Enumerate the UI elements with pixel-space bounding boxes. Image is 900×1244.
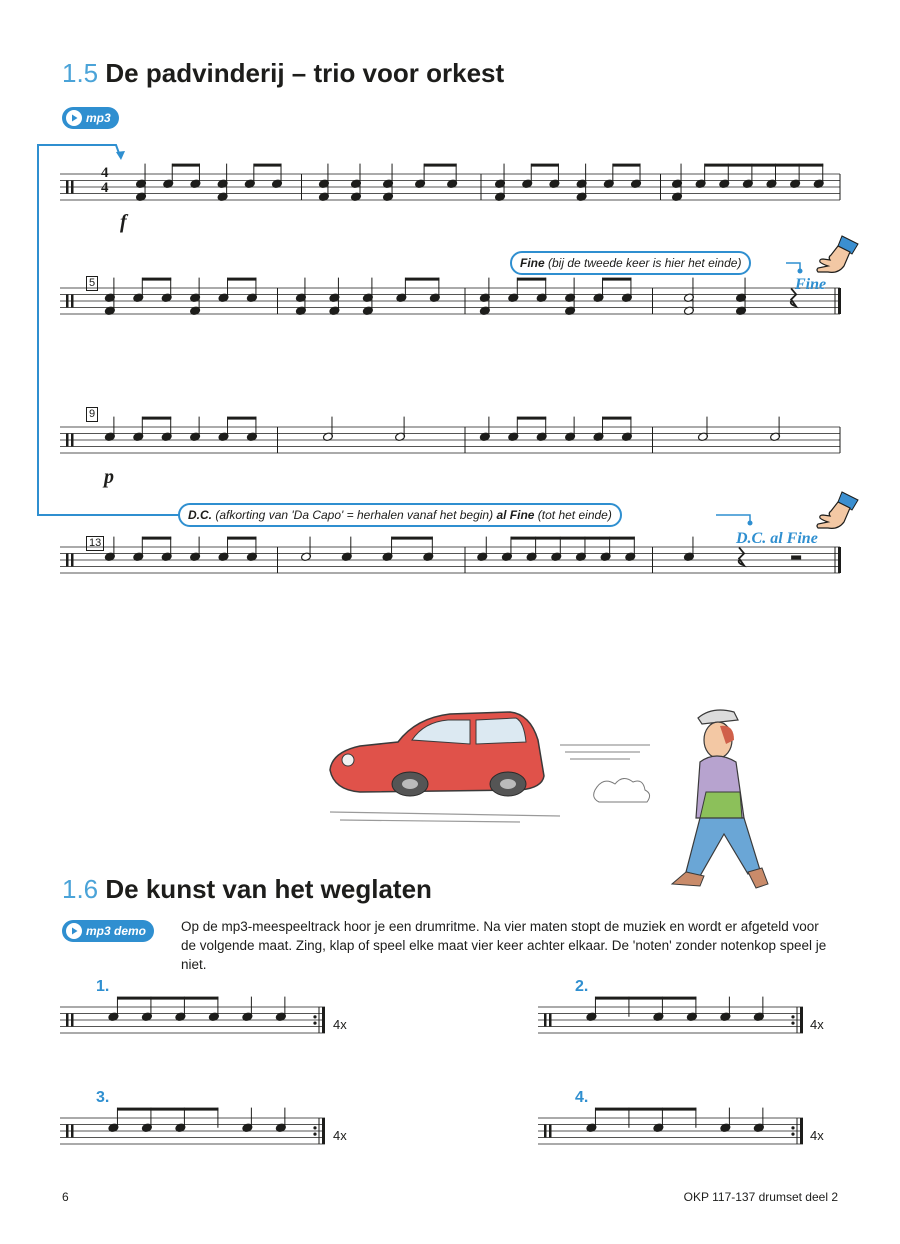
- percussion-clef: [71, 1125, 74, 1138]
- car-illustration: [320, 700, 780, 900]
- repeat-count-4: 4x: [810, 1128, 824, 1143]
- dynamic-forte: f: [120, 211, 127, 233]
- percussion-clef: [549, 1014, 552, 1027]
- pointing-hand-icon: [814, 488, 864, 534]
- exercise-label-1: 1.: [96, 978, 110, 995]
- exercise-staff-4: [538, 1106, 818, 1156]
- section-title-text: De kunst van het weglaten: [105, 874, 432, 904]
- repeat-dot: [313, 1015, 316, 1018]
- dc-callout-pointer: [0, 0, 900, 560]
- dynamic-piano: p: [104, 466, 114, 488]
- percussion-clef: [544, 1014, 547, 1027]
- exercise-staff-1: [60, 995, 340, 1045]
- repeat-dot: [791, 1015, 794, 1018]
- repeat-dot: [313, 1133, 316, 1136]
- walking-boy-illustration: [672, 710, 768, 888]
- section-title-1-6: [62, 874, 432, 905]
- mp3-demo-badge[interactable]: [62, 920, 154, 942]
- repeat-dot: [791, 1126, 794, 1129]
- exercise-staff-3: [60, 1106, 340, 1156]
- repeat-barline: [800, 1118, 803, 1144]
- measure-number-5: 5: [86, 276, 98, 291]
- instruction-text: Op de mp3-meespeeltrack hoor je een drumritme. Na vier maten stopt de muziek en wordt er afgeteld voor de volgende maat. Zing, klap of speel elke maat vier keer achter elkaar. De 'noten' zonder notenkop speel je niet.: [181, 919, 827, 972]
- section-number: 1.5: [62, 58, 99, 88]
- percussion-clef: [544, 1125, 547, 1138]
- exercise-label-3: 3.: [96, 1089, 110, 1106]
- section-number: 1.6: [62, 874, 99, 904]
- note-beam: [595, 997, 696, 1000]
- percussion-clef: [66, 1014, 69, 1027]
- percussion-clef: [66, 1125, 69, 1138]
- mp3-demo-badge-label: mp3 demo: [86, 924, 147, 938]
- dc-callout: D.C. (afkorting van 'Da Capo' = herhalen vanaf het begin) al Fine (tot het einde): [178, 503, 622, 527]
- play-icon: [66, 923, 82, 939]
- section-title-text: De padvinderij – trio voor orkest: [105, 58, 505, 88]
- note-beam: [595, 1108, 696, 1111]
- exercise-label-4: 4.: [575, 1089, 589, 1106]
- repeat-barline: [800, 1007, 803, 1033]
- measure-number-13: 13: [86, 536, 104, 551]
- footer-reference: OKP 117-137 drumset deel 2: [683, 1190, 838, 1204]
- repeat-dot: [313, 1022, 316, 1025]
- dc-al-fine-marking: D.C. al Fine: [736, 530, 818, 547]
- note-beam: [117, 997, 218, 1000]
- percussion-clef: [549, 1125, 552, 1138]
- mp3-badge-label: mp3: [86, 111, 111, 125]
- repeat-dot: [791, 1022, 794, 1025]
- repeat-barline: [322, 1118, 325, 1144]
- note-beam: [117, 1108, 218, 1111]
- repeat-count-2: 4x: [810, 1017, 824, 1032]
- time-signature: 4 4: [101, 165, 109, 196]
- measure-number-9: 9: [86, 407, 98, 422]
- repeat-count-3: 4x: [333, 1128, 347, 1143]
- exercise-staff-2: [538, 995, 818, 1045]
- repeat-barline: [322, 1007, 325, 1033]
- page-number: 6: [62, 1190, 69, 1204]
- repeat-dot: [791, 1133, 794, 1136]
- exercise-label-2: 2.: [575, 978, 589, 995]
- repeat-count-1: 4x: [333, 1017, 347, 1032]
- fine-marking: Fine: [795, 276, 827, 293]
- repeat-dot: [313, 1126, 316, 1129]
- percussion-clef: [71, 1014, 74, 1027]
- fine-callout: Fine (bij de tweede keer is hier het einde): [510, 251, 751, 275]
